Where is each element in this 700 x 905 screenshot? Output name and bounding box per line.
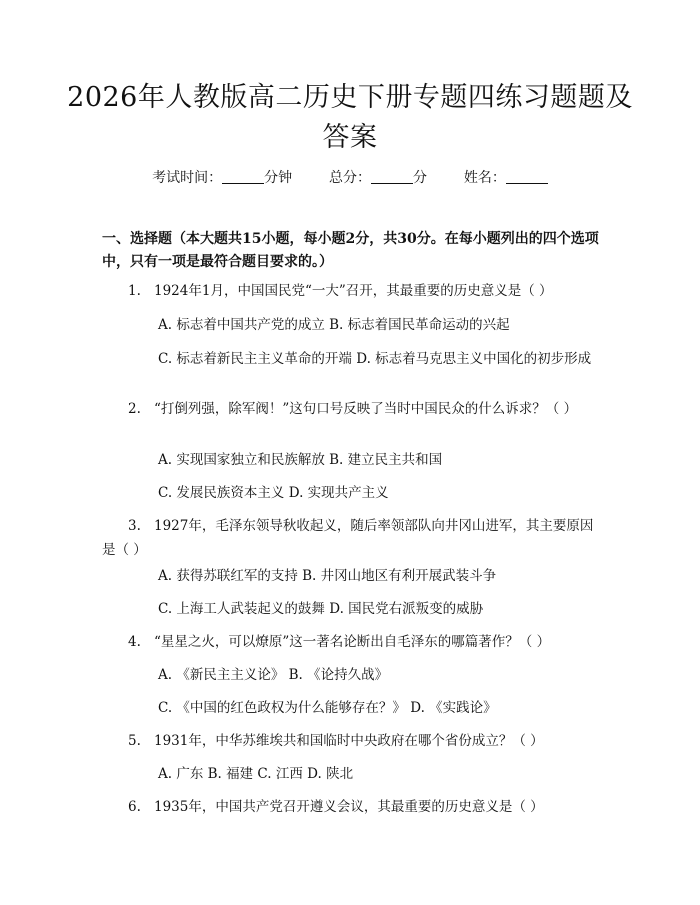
question-6 (102, 795, 600, 819)
time-blank (222, 169, 264, 184)
question-4-options-c-d: C. 《中国的红色政权为什么能够存在？》 D. 《实践论》 (158, 700, 497, 716)
question-2 (102, 397, 600, 421)
question-number: 1. (128, 283, 141, 299)
document-title: 2026年人教版高二历史下册专题四练习题题及答案 (67, 82, 633, 153)
question-3-options-c-d: C. 上海工人武装起义的鼓舞 D. 国民党右派叛变的威胁 (158, 601, 484, 617)
question-text: 1935年，中国共产党召开遵义会议，其最重要的历史意义是（ ） (154, 799, 544, 815)
question-3-options-a-b: A. 获得苏联红军的支持 B. 井冈山地区有利开展武装斗争 (158, 568, 497, 584)
question-text: 1931年，中华苏维埃共和国临时中央政府在哪个省份成立？（ ） (154, 733, 544, 749)
question-1 (102, 279, 600, 303)
question-number: 4. (128, 634, 141, 650)
time-label: 考试时间： (152, 170, 223, 186)
question-number: 6. (128, 799, 141, 815)
question-text: “打倒列强，除军阀！”这句口号反映了当时中国民众的什么诉求？（ ） (154, 401, 578, 417)
score-label: 总分： (329, 170, 371, 186)
question-5-options: A. 广东 B. 福建 C. 江西 D. 陕北 (158, 766, 354, 782)
question-2-options-a-b: A. 实现国家独立和民族解放 B. 建立民主共和国 (158, 452, 443, 468)
name-label: 姓名： (463, 170, 506, 186)
score-blank (371, 169, 413, 184)
question-4 (102, 630, 600, 654)
question-4-options-a-b: A. 《新民主主义论》 B. 《论持久战》 (158, 667, 389, 683)
question-1-options-a-b: A. 标志着中国共产党的成立 B. 标志着国民革命运动的兴起 (158, 317, 510, 333)
question-text: 1924年1月，中国国民党“一大”召开，其最重要的历史意义是（ ） (154, 283, 553, 299)
question-text: “星星之火，可以燎原”这一著名论断出自毛泽东的哪篇著作？（ ） (154, 634, 551, 650)
question-number: 5. (128, 733, 141, 749)
question-number: 2. (128, 401, 141, 417)
exam-meta (0, 168, 700, 188)
question-3 (102, 514, 600, 562)
question-number: 3. (128, 518, 141, 534)
time-unit: 分钟 (264, 170, 293, 186)
section-heading: 一、选择题（本大题共15小题，每小题2分，共30分。在每小题列出的四个选项中，只有一项是最符合题目要求的。） (102, 231, 599, 270)
question-2-options-c-d: C. 发展民族资本主义 D. 实现共产主义 (158, 485, 389, 501)
score-unit: 分 (413, 170, 427, 186)
name-blank (506, 169, 548, 184)
question-1-options-c-d: C. 标志着新民主主义革命的开端 D. 标志着马克思主义中国化的初步形成 (158, 351, 592, 367)
question-text: 1927年，毛泽东领导秋收起义，随后率领部队向井冈山进军，其主要原因是（ ） (102, 518, 594, 558)
question-5 (102, 729, 600, 753)
